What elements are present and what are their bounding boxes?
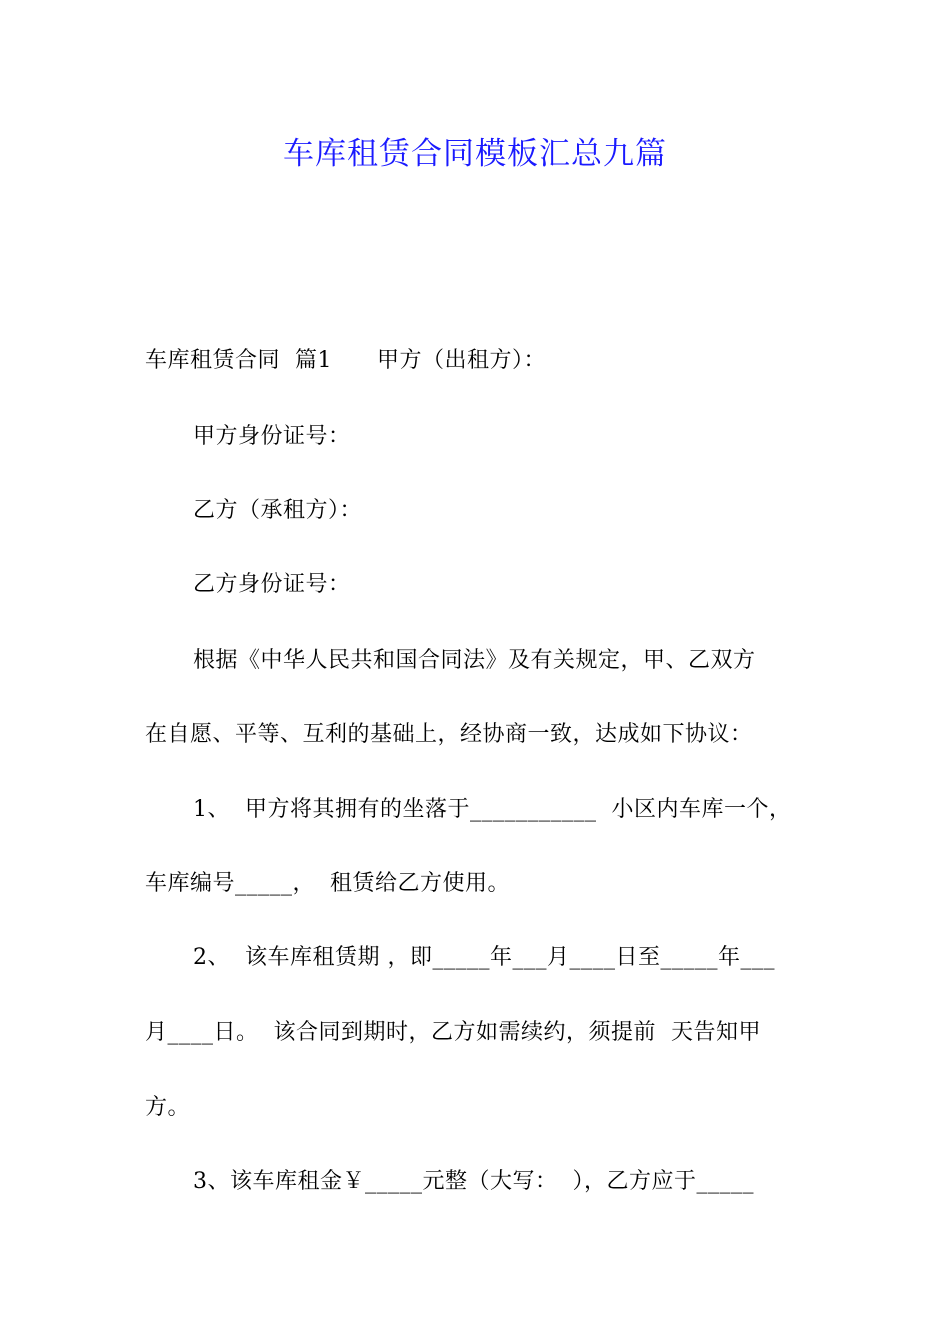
document-title: 车库租赁合同模板汇总九篇 <box>283 136 667 172</box>
section-heading-line: 车库租赁合同 篇1 甲方（出租方）： <box>145 348 546 373</box>
clause-1-line-2: 车库编号_____， 租赁给乙方使用。 <box>145 871 510 896</box>
preamble-line-1: 根据《中华人民共和国合同法》及有关规定，甲、乙双方 <box>193 648 756 673</box>
party-b-id-line: 乙方身份证号： <box>193 572 351 597</box>
clause-2-line-1: 2、 该车库租赁期 ，即_____年___月____日至_____年___ <box>193 945 775 970</box>
party-b-line: 乙方（承租方）： <box>193 498 363 523</box>
preamble-line-2: 在自愿、平等、互利的基础上，经协商一致，达成如下协议： <box>145 722 753 747</box>
clause-3-line-1: 3、该车库租金￥_____元整（大写： ），乙方应于_____ <box>193 1169 754 1194</box>
clause-1-line-1: 1、 甲方将其拥有的坐落于___________ 小区内车库一个， <box>193 797 792 822</box>
clause-2-line-3: 方。 <box>145 1095 191 1120</box>
party-a-id-line: 甲方身份证号： <box>193 424 351 449</box>
clause-2-line-2: 月____日。 该合同到期时，乙方如需续约，须提前 天告知甲 <box>145 1020 761 1045</box>
